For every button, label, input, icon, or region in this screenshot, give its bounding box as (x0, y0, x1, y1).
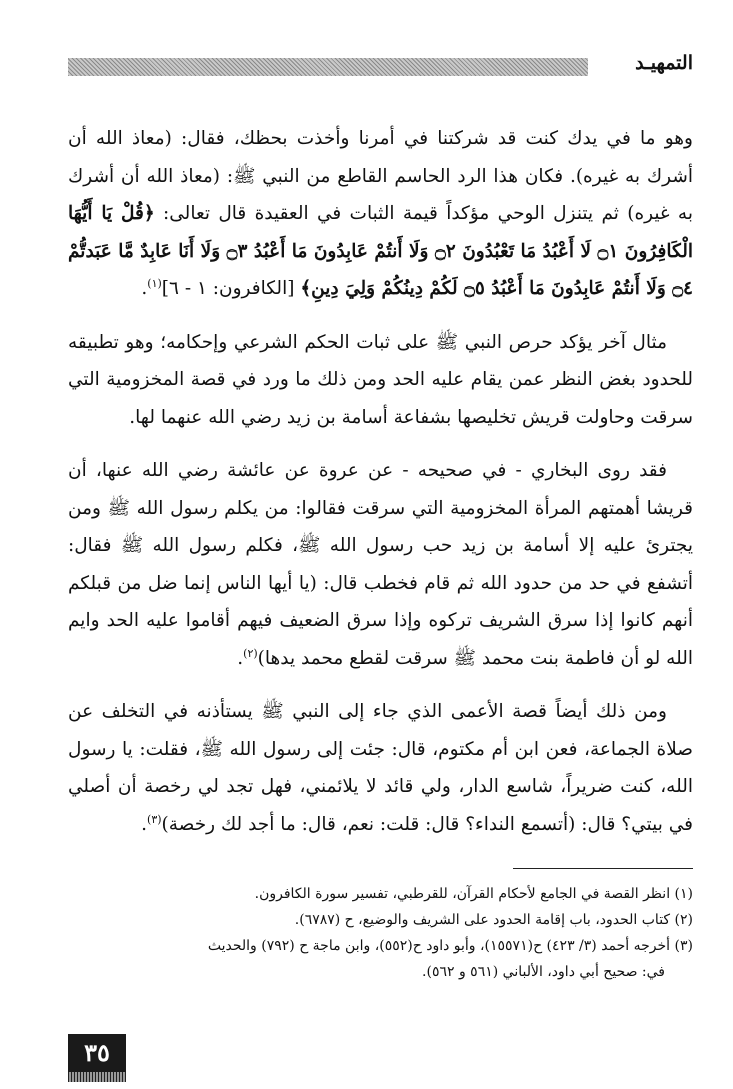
paragraph-text: وهو ما في يدك كنت قد شركتنا في أمرنا وأخذت بحظك، فقال: (معاذ الله أن أشرك به غيره). فكان هذا الرد الحاسم القاطع من النبي ﷺ: (معاذ الله أن أشرك به غيره) ثم يتنزل الوحي مؤكداً قيمة الثبات في العقيدة قال تعالى: (68, 128, 693, 224)
footnotes-section (68, 868, 693, 985)
paragraph-text: ومن ذلك أيضاً قصة الأعمى الذي جاء إلى النبي ﷺ يستأذنه في التخلف عن صلاة الجماعة، فعن ابن أم مكتوم، قال: جئت إلى رسول الله ﷺ، فقلت: يا رسول الله، كنت ضريراً، شاسع الدار، ولي قائد لا يلائمني، فهل تجد لي رخصة أن أصلي في بيتي؟ قال: (أتسمع النداء؟ قال: قلت: نعم، قال: ما أجد لك رخصة) (68, 701, 693, 835)
paragraph-1 (68, 120, 693, 308)
footnote-divider (513, 868, 693, 869)
paragraph-2 (68, 324, 693, 437)
footnote-3: (٣) أخرجه أحمد (٣/ ٤٢٣) ح(١٥٥٧١)، وأبو داود ح(٥٥٢)، وابن ماجة ح (٧٩٢) والحديث (207, 938, 693, 954)
footnote-marker[interactable]: (٣) (147, 812, 162, 826)
paragraph-end: . (237, 647, 244, 669)
paragraph-4 (68, 693, 693, 843)
footnote-marker[interactable]: (١) (147, 276, 162, 290)
paragraph-text: مثال آخر يؤكد حرص النبي ﷺ على ثبات الحكم الشرعي وإحكامه؛ وهو تطبيقه للحدود بغض النظر عمن يقام عليه الحد ومن ذلك ما ورد في قصة المخزومية التي سرقت وحاولت قريش تخليصها بشفاعة أسامة بن زيد رضي الله عنهما لها. (68, 331, 693, 428)
running-header (68, 52, 693, 80)
footnote-1: (١) انظر القصة في الجامع لأحكام القرآن، للقرطبي، تفسير سورة الكافرون. (254, 886, 693, 902)
verse-reference: [الكافرون: ١ - ٦] (161, 278, 301, 299)
quran-verses: ﴿قُلْ يَا أَيُّهَا الْكَافِرُونَ ۝١ لَا أَعْبُدُ مَا تَعْبُدُونَ ۝٢ وَلَا أَنتُمْ عَابِدُونَ مَا أَعْبُدُ ۝٣ وَلَا أَنَا عَابِدٌ مَّا عَبَدتُّمْ ۝٤ وَلَا أَنتُمْ عَابِدُونَ مَا أَعْبُدُ ۝٥ لَكُمْ دِينُكُمْ وَلِيَ دِينِ﴾ (68, 203, 693, 299)
paragraph-text: فقد روى البخاري - في صحيحه - عن عروة عن عائشة رضي الله عنها، أن قريشا أهمتهم المرأة المخزومية التي سرقت فقالوا: من يكلم رسول الله ﷺ ومن يجترئ عليه إلا أسامة بن زيد حب رسول الله ﷺ، فكلم رسول الله ﷺ فقال: أتشفع في حد من حدود الله ثم قام فخطب قال: (يا أيها الناس إنما ضل من قبلكم أنهم كانوا إذا سرق الشريف تركوه وإذا سرق الضعيف فيهم أقاموا عليه الحد وايم الله لو أن فاطمة بنت محمد ﷺ سرقت لقطع محمد يدها) (68, 460, 693, 669)
page-number: ٣٥ (68, 1034, 126, 1072)
footnote-marker[interactable]: (٢) (243, 646, 258, 660)
header-decorative-bar (68, 58, 588, 76)
footnote-3-continuation: في: صحيح أبي داود، الألباني (٥٦١ و ٥٦٢). (422, 964, 665, 980)
paragraph-end: . (141, 278, 148, 299)
paragraph-end: . (141, 813, 148, 835)
chapter-title: التمهيـد (635, 52, 693, 74)
footnote-2: (٢) كتاب الحدود، باب إقامة الحدود على الشريف والوضيع، ح (٦٧٨٧). (294, 912, 693, 928)
main-text (68, 120, 693, 859)
paragraph-3 (68, 452, 693, 677)
page-number-decoration (68, 1072, 126, 1082)
